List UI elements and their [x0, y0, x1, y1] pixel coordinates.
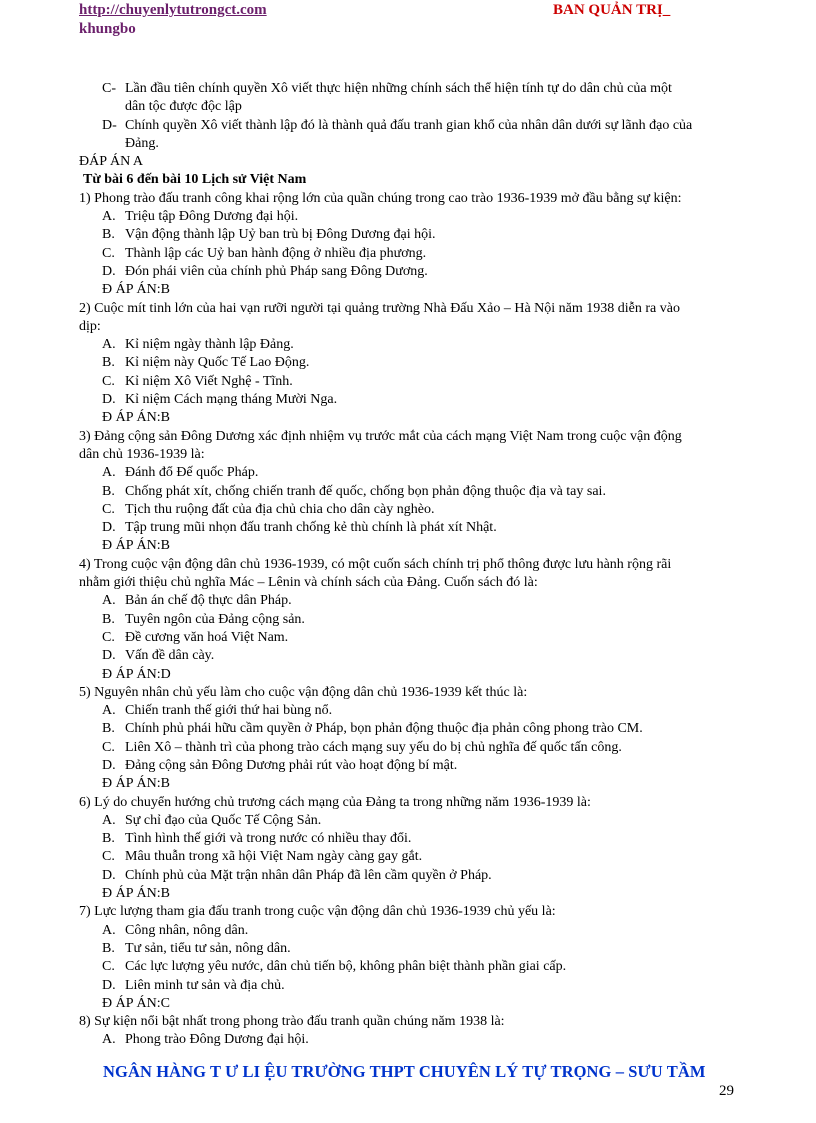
option-text: Sự chỉ đạo của Quốc Tế Cộng Sản.: [125, 812, 322, 828]
question-block: [79, 794, 739, 904]
option-text: Đề cương văn hoá Việt Nam.: [125, 629, 289, 645]
answer-option: [79, 245, 739, 263]
answer-option: [79, 922, 739, 940]
option-text: Đón phái viên của chính phủ Pháp sang Đông Dương.: [125, 263, 428, 279]
answer-option: [79, 848, 739, 866]
answer-option: [79, 373, 739, 391]
option-letter: D.: [102, 867, 116, 883]
option-text: Vận động thành lập Uỷ ban trù bị Đông Dương đại hội.: [125, 227, 436, 243]
option-text: Tập trung mũi nhọn đấu tranh chống kẻ thù chính là phát xít Nhật.: [125, 520, 497, 536]
question-text: 7) Lực lượng tham gia đấu tranh trong cuộc vận động dân chủ 1936-1939 chủ yếu là:: [79, 904, 556, 920]
question-text: dân chủ 1936-1939 là:: [79, 446, 205, 462]
question-text: 2) Cuộc mít tinh lớn của hai vạn rưỡi người tại quảng trường Nhà Đấu Xảo – Hà Nội năm 1938 diễn ra vào: [79, 300, 680, 316]
answer-option: [79, 867, 739, 885]
question-text: 6) Lý do chuyển hướng chủ trương cách mạng của Đảng ta trong những năm 1936-1939 là:: [79, 794, 591, 810]
option-letter: B.: [102, 611, 115, 627]
option-text: Kỉ niệm này Quốc Tế Lao Động.: [125, 355, 310, 371]
answer-key: Đ ÁP ÁN:D: [102, 666, 171, 682]
option-text: Liên minh tư sản và địa chủ.: [125, 977, 285, 993]
option-text: Đảng cộng sản Đông Dương phải rút vào hoạt động bí mật.: [125, 757, 458, 773]
option-text-line: Chính quyền Xô viết thành lập đó là thành quả đấu tranh gian khổ của nhân dân dưới sự lãnh đạo của: [125, 117, 693, 133]
answer-option: [79, 611, 739, 629]
question-block: [79, 903, 739, 1013]
option-letter: A.: [102, 337, 116, 353]
option-text: Vấn đề dân cày.: [125, 648, 215, 664]
option-text: Đánh đổ Đế quốc Pháp.: [125, 465, 259, 481]
option-letter: B.: [102, 227, 115, 243]
question-text: 8) Sự kiện nổi bật nhất trong phong trào đấu tranh quần chúng năm 1938 là:: [79, 1014, 505, 1030]
question-block: [79, 190, 739, 300]
answer-option: [79, 720, 739, 738]
answer-key: Đ ÁP ÁN:B: [102, 886, 170, 902]
answer-option: [79, 757, 739, 775]
option-letter: A.: [102, 812, 116, 828]
answer-option: [79, 739, 739, 757]
option-text-line: Đảng.: [125, 135, 159, 151]
option-text: Kỉ niệm Cách mạng tháng Mười Nga.: [125, 392, 338, 408]
answer-option: [79, 592, 739, 610]
option-text: Các lực lượng yêu nước, dân chủ tiến bộ, không phân biệt thành phần giai cấp.: [125, 959, 567, 975]
answer-option: [79, 702, 739, 720]
option-text: Chống phát xít, chống chiến tranh đế quốc, chống bọn phản động thuộc địa và tay sai.: [125, 483, 606, 499]
option-text: Chiến tranh thế giới thứ hai bùng nổ.: [125, 703, 333, 719]
option-text: Kỉ niệm Xô Viết Nghệ - Tĩnh.: [125, 373, 293, 389]
option-text: Phong trào Đông Dương đại hội.: [125, 1032, 309, 1048]
section-title: Từ bài 6 đến bài 10 Lịch sử Việt Nam: [83, 172, 307, 188]
answer-key: Đ ÁP ÁN:C: [102, 995, 170, 1011]
question-text: dịp:: [79, 318, 101, 334]
option-letter: A.: [102, 1032, 116, 1048]
question-text: 1) Phong trào đấu tranh công khai rộng lớn của quần chúng trong cao trào 1936-1939 mở đầu bằng sự kiện:: [79, 190, 682, 206]
option-letter: B.: [102, 721, 115, 737]
answer-key: Đ ÁP ÁN:B: [102, 776, 170, 792]
answer-option: [79, 464, 739, 482]
page-number: 29: [719, 1083, 734, 1099]
admin-label: BAN QUẢN TRỊ_: [553, 2, 671, 18]
option-text-line: dân tộc được độc lập: [125, 99, 242, 115]
answer-option: [79, 629, 739, 647]
question-text: nhằm giới thiệu chủ nghĩa Mác – Lênin và chính sách của Đảng. Cuốn sách đó là:: [79, 575, 538, 591]
answer-option: [79, 647, 739, 665]
answer-option: [79, 354, 739, 372]
option-text: Liên Xô – thành trì của phong trào cách mạng suy yếu do bị chủ nghĩa đế quốc tấn công.: [125, 739, 622, 755]
option-letter: D.: [102, 520, 116, 536]
answer-key: Đ ÁP ÁN:B: [102, 410, 170, 426]
option-text: Tịch thu ruộng đất của địa chủ chia cho dân cày nghèo.: [125, 501, 435, 517]
question-text: 5) Nguyên nhân chủ yếu làm cho cuộc vận động dân chủ 1936-1939 kết thúc là:: [79, 684, 528, 700]
answer-key: Đ ÁP ÁN:B: [102, 282, 170, 298]
option-letter: D.: [102, 648, 116, 664]
option-text: Triệu tập Đông Dương đại hội.: [125, 209, 299, 225]
answer-option: [79, 977, 739, 995]
option-text: Tình hình thế giới và trong nước có nhiều thay đổi.: [125, 831, 412, 847]
site-link[interactable]: http://chuyenlytutrongct.com: [79, 2, 267, 18]
question-block: [79, 300, 739, 428]
option-letter: D.: [102, 977, 116, 993]
answer-option: [79, 1031, 739, 1049]
answer-option: [79, 940, 739, 958]
author-label: khungbo: [79, 21, 136, 37]
prev-answer: ĐÁP ÁN A: [79, 154, 144, 170]
question-list: [79, 190, 739, 1050]
option-text: Chính phủ phái hữu cầm quyền ở Pháp, bọn phản động thuộc địa phản công phong trào CM.: [125, 721, 643, 737]
footer-banner: NGÂN HÀNG T Ư LI ỆU TRƯỜNG THPT CHUYÊN LÝ TỰ TRỌNG – SƯU TẦM: [103, 1062, 706, 1081]
option-text: Thành lập các Uỷ ban hành động ở nhiều địa phương.: [125, 245, 427, 261]
question-block: [79, 1013, 739, 1050]
answer-option: [79, 830, 739, 848]
option-letter: B.: [102, 831, 115, 847]
answer-option: [79, 208, 739, 226]
question-block: [79, 556, 739, 684]
option-letter: A.: [102, 209, 116, 225]
option-text: Mâu thuẫn trong xã hội Việt Nam ngày càng gay gắt.: [125, 849, 423, 865]
option-letter: C.: [102, 373, 115, 389]
answer-key: Đ ÁP ÁN:B: [102, 538, 170, 554]
answer-option: [79, 812, 739, 830]
option-letter: D.: [102, 392, 116, 408]
option-letter: B.: [102, 483, 115, 499]
option-letter: B.: [102, 355, 115, 371]
option-letter: A.: [102, 593, 116, 609]
page-content: [79, 80, 739, 1050]
option-text: Chính phủ của Mặt trận nhân dân Pháp đã lên cầm quyền ở Pháp.: [125, 867, 492, 883]
prev-option-d: [79, 117, 739, 154]
answer-option: [79, 391, 739, 409]
answer-option: [79, 519, 739, 537]
option-letter: C-: [102, 81, 116, 96]
option-text: Kỉ niệm ngày thành lập Đảng.: [125, 337, 294, 353]
option-letter: A.: [102, 465, 116, 481]
answer-option: [79, 226, 739, 244]
option-letter: C.: [102, 959, 115, 975]
answer-option: [79, 263, 739, 281]
question-block: [79, 428, 739, 556]
option-letter: D.: [102, 263, 116, 279]
option-letter: D-: [102, 117, 117, 133]
option-text: Tuyên ngôn của Đảng cộng sản.: [125, 611, 305, 627]
option-letter: D.: [102, 757, 116, 773]
answer-option: [79, 336, 739, 354]
option-letter: C.: [102, 849, 115, 865]
option-letter: C.: [102, 245, 115, 261]
option-text: Công nhân, nông dân.: [125, 922, 249, 938]
option-text-line: Lần đầu tiên chính quyền Xô viết thực hiện những chính sách thể hiện tính tự do dân chủ của một: [125, 81, 672, 96]
question-block: [79, 684, 739, 794]
answer-option: [79, 501, 739, 519]
answer-option: [79, 483, 739, 501]
question-text: 4) Trong cuộc vận động dân chủ 1936-1939, có một cuốn sách chính trị phổ thông được lưu hành rộng rãi: [79, 556, 672, 572]
option-letter: A.: [102, 922, 116, 938]
option-letter: C.: [102, 629, 115, 645]
option-letter: A.: [102, 703, 116, 719]
option-text: Bản án chế độ thực dân Pháp.: [125, 593, 292, 609]
prev-option-c: [79, 80, 739, 117]
option-letter: C.: [102, 501, 115, 517]
option-letter: B.: [102, 940, 115, 956]
answer-option: [79, 958, 739, 976]
question-text: 3) Đảng cộng sản Đông Dương xác định nhiệm vụ trước mắt của cách mạng Việt Nam trong cuộc vận động: [79, 428, 682, 444]
option-letter: C.: [102, 739, 115, 755]
option-text: Tư sản, tiểu tư sản, nông dân.: [125, 940, 291, 956]
